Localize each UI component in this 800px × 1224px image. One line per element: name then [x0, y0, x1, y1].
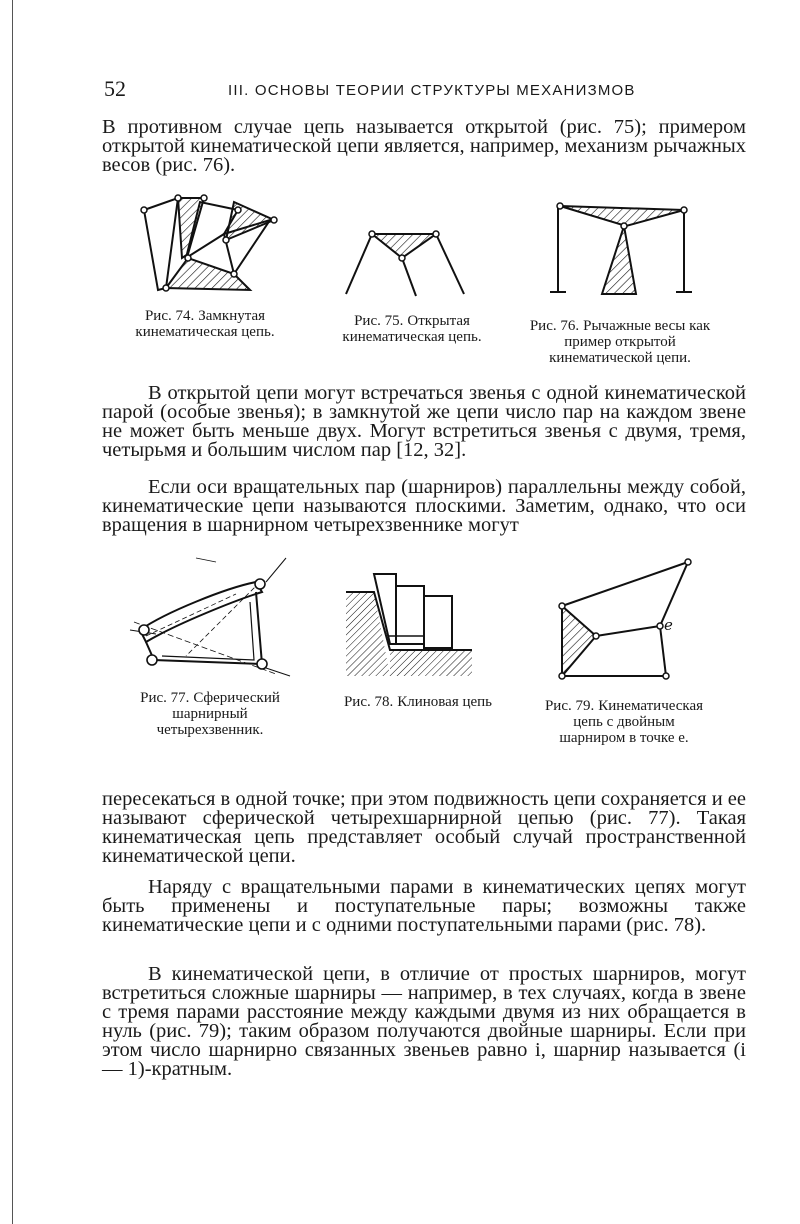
figure-75-open-chain	[340, 222, 470, 300]
paragraph-2: В открытой цепи могут встречаться звенья с одной кинематической парой (особые звенья); в замкнутой же цепи число пар на каждом звене не может быть меньше двух. Могут встретиться звенья с двумя, тремя, четырьмя и большим числом пар [12, 32].	[102, 382, 746, 461]
paragraph-3: Если оси вращательных пар (шарниров) параллельны между собой, кинематические цепи называются плоскими. Заметим, однако, что оси вращения в шарнирном четырехзвеннике могут	[102, 476, 746, 536]
figure-75-caption	[332, 313, 492, 345]
figure-78-caption	[334, 694, 502, 710]
paragraph-1: В противном случае цепь называется открытой (рис. 75); примером открытой кинематической цепи является, например, механизм рычажных весов (рис. 76).	[102, 116, 746, 176]
figure-74-text: Замкнутая кинематическая цепь.	[135, 308, 275, 340]
figure-77-caption	[124, 690, 296, 738]
figure-74-caption	[118, 308, 292, 340]
scan-edge-line	[12, 0, 13, 1224]
figure-78-wedge-chain	[344, 566, 474, 681]
figure-76-label: Рис. 76.	[529, 318, 580, 334]
figure-77-text: Сферический шарнирный четырехзвенник.	[156, 690, 280, 738]
figure-77-spherical-four-bar	[126, 552, 296, 682]
figure-76-caption	[520, 318, 720, 366]
figure-75-label: Рис. 75.	[354, 313, 404, 329]
page-header	[104, 76, 744, 106]
figure-75-text: Открытая кинематическая цепь.	[342, 313, 482, 345]
figure-79-label: Рис. 79.	[544, 698, 595, 714]
joint-e-label: e	[664, 616, 673, 634]
paragraph-6: В кинематической цепи, в отличие от простых шарниров, могут встретиться сложные шарниры — например, в тех случаях, когда в звене с тремя парами расстояние между каждыми двумя из них обращается в нуль (рис. 79); таким образом получаются двойные шарниры. Если при этом число шарнирно связанных звеньев равно i, шарнир называется (i — 1)-кратным.	[102, 963, 746, 1080]
figure-76-text: Рычажные весы как пример открытой кинематической цепи.	[549, 318, 711, 366]
figure-76-lever-scales	[548, 198, 693, 302]
paragraph-5: Наряду с вращательными парами в кинематических цепях могут быть применены и поступательные пары; возможны также кинематические цепи и с одними поступательными парами (рис. 78).	[102, 876, 746, 936]
figure-79-text: Кинематическая цепь с двойным шарниром в точке e.	[559, 698, 704, 746]
figure-79-caption	[540, 698, 708, 746]
figure-74-closed-chain	[138, 192, 283, 297]
figure-78-label: Рис. 78.	[343, 694, 394, 710]
figure-74-label: Рис. 74.	[144, 308, 195, 324]
figure-79-double-joint-chain	[552, 556, 700, 684]
figure-77-label: Рис. 77.	[140, 690, 190, 706]
running-head: III. ОСНОВЫ ТЕОРИИ СТРУКТУРЫ МЕХАНИЗМОВ	[228, 82, 636, 99]
page-number: 52	[104, 76, 126, 101]
figure-78-text: Клиновая цепь	[397, 694, 493, 710]
paragraph-4: пересекаться в одной точке; при этом подвижность цепи сохраняется и ее называют сферической четырехшарнирной цепью (рис. 77). Такая кинематическая цепь представляет особый случай пространственной кинематической цепи.	[102, 788, 746, 867]
